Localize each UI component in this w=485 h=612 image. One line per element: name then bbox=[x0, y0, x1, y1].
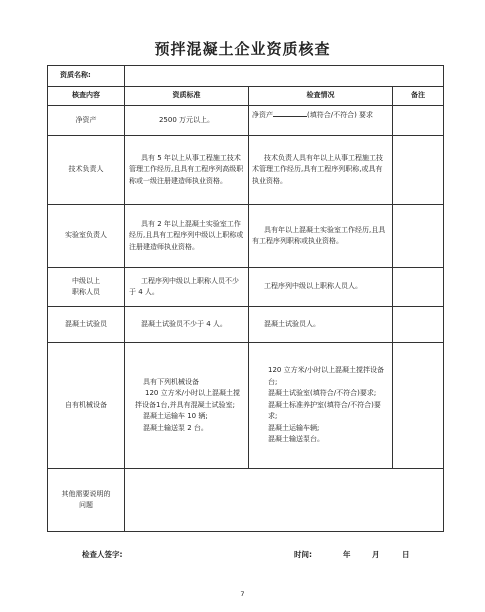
item-net-assets: 净资产 bbox=[48, 106, 125, 136]
standard-equipment-line: 120 立方米/小时以上混凝土搅拌设备1台,并具有混凝土试验室; bbox=[135, 389, 240, 409]
header-item: 核查内容 bbox=[48, 87, 125, 106]
check-mid-staff: 工程序列中级以上职称人员人。 bbox=[249, 268, 393, 307]
standard-equipment bbox=[125, 343, 249, 469]
company-name-field[interactable] bbox=[125, 66, 444, 87]
table-row-tech-lead bbox=[48, 136, 444, 205]
remark-mid-staff[interactable] bbox=[393, 268, 444, 307]
check-testers: 混凝土试验员人。 bbox=[249, 307, 393, 343]
item-other-line2: 问题 bbox=[79, 501, 93, 509]
check-equipment-line: 混凝土输送泵台。 bbox=[268, 435, 324, 444]
item-testers: 混凝土试验员 bbox=[48, 307, 125, 343]
company-name-label: 资质名称: bbox=[48, 66, 125, 87]
time-label: 时间: bbox=[294, 550, 312, 559]
check-net-assets bbox=[249, 106, 393, 136]
check-equipment-line: 混凝土试验室(填符合/不符合)要求; bbox=[268, 389, 377, 398]
standard-testers: 混凝土试验员不少于 4 人。 bbox=[125, 307, 249, 343]
day-label: 日 bbox=[402, 550, 410, 559]
table-row-lab-lead bbox=[48, 205, 444, 268]
remark-testers[interactable] bbox=[393, 307, 444, 343]
standard-equipment-line: 混凝土输送泵 2 台。 bbox=[143, 423, 208, 432]
header-remark: 备注 bbox=[393, 87, 444, 106]
other-notes-field[interactable] bbox=[125, 469, 444, 532]
month-label: 月 bbox=[372, 550, 380, 559]
check-equipment-line: 混凝土标准养护室(填符合/不符合)要求; bbox=[268, 400, 381, 421]
table-row-equipment bbox=[48, 343, 444, 469]
check-tech-lead: 技术负责人具有年以上从事工程施工技术管理工作经历,具有工程序列职称,或具有执业资格。 bbox=[249, 136, 393, 205]
check-equipment-line: 混凝土运输车辆; bbox=[268, 423, 320, 432]
item-equipment: 自有机械设备 bbox=[48, 343, 125, 469]
item-mid-staff bbox=[48, 268, 125, 307]
company-name-row bbox=[48, 66, 444, 87]
table-row-testers bbox=[48, 307, 444, 343]
remark-equipment[interactable] bbox=[393, 343, 444, 469]
header-standard: 资质标准 bbox=[125, 87, 249, 106]
page-title: 预拌混凝土企业资质核查 bbox=[154, 40, 331, 58]
standard-mid-staff: 工程序列中级以上职称人员不少于 4 人。 bbox=[125, 268, 249, 307]
standard-equipment-line: 混凝土运输车 10 辆; bbox=[143, 412, 208, 421]
item-mid-staff-line2: 职称人员 bbox=[72, 288, 100, 296]
standard-equipment-line: 具有下列机械设备 bbox=[143, 377, 199, 386]
item-mid-staff-line1: 中级以上 bbox=[72, 276, 100, 285]
check-equipment-line: 120 立方米/小时以上混凝土搅拌设备台; bbox=[268, 366, 384, 386]
item-tech-lead: 技术负责人 bbox=[48, 136, 125, 205]
item-other bbox=[48, 469, 125, 532]
table-row-net-assets bbox=[48, 106, 444, 136]
remark-net-assets[interactable] bbox=[393, 106, 444, 136]
standard-tech-lead: 具有 5 年以上从事工程施工技术管理工作经历,且具有工程序列高级职称或一级注册建造师执业资格。 bbox=[125, 136, 249, 205]
check-lab-lead: 具有年以上混凝土实验室工作经历,且具有工程序列职称或执业资格。 bbox=[249, 205, 393, 268]
net-assets-blank[interactable] bbox=[273, 109, 307, 117]
check-net-assets-post: (填符合/不符合) 要求 bbox=[307, 111, 374, 119]
item-other-line1: 其他需要说明的 bbox=[61, 489, 111, 498]
standard-net-assets: 2500 万元以上。 bbox=[125, 106, 249, 136]
year-label: 年 bbox=[343, 550, 351, 559]
remark-lab-lead[interactable] bbox=[393, 205, 444, 268]
check-equipment bbox=[249, 343, 393, 469]
table-row-mid-staff bbox=[48, 268, 444, 307]
inspection-table bbox=[47, 65, 444, 532]
item-lab-lead: 实验室负责人 bbox=[48, 205, 125, 268]
table-row-other bbox=[48, 469, 444, 532]
remark-tech-lead[interactable] bbox=[393, 136, 444, 205]
header-check: 检查情况 bbox=[249, 87, 393, 106]
inspector-signature-label: 检查人签字: bbox=[82, 550, 123, 559]
page-number: 7 bbox=[240, 590, 245, 598]
standard-lab-lead: 具有 2 年以上混凝土实验室工作经历,且具有工程序列中级以上职称或注册建造师执业资格。 bbox=[125, 205, 249, 268]
check-net-assets-pre: 净资产 bbox=[252, 111, 273, 119]
table-header-row bbox=[48, 87, 444, 106]
